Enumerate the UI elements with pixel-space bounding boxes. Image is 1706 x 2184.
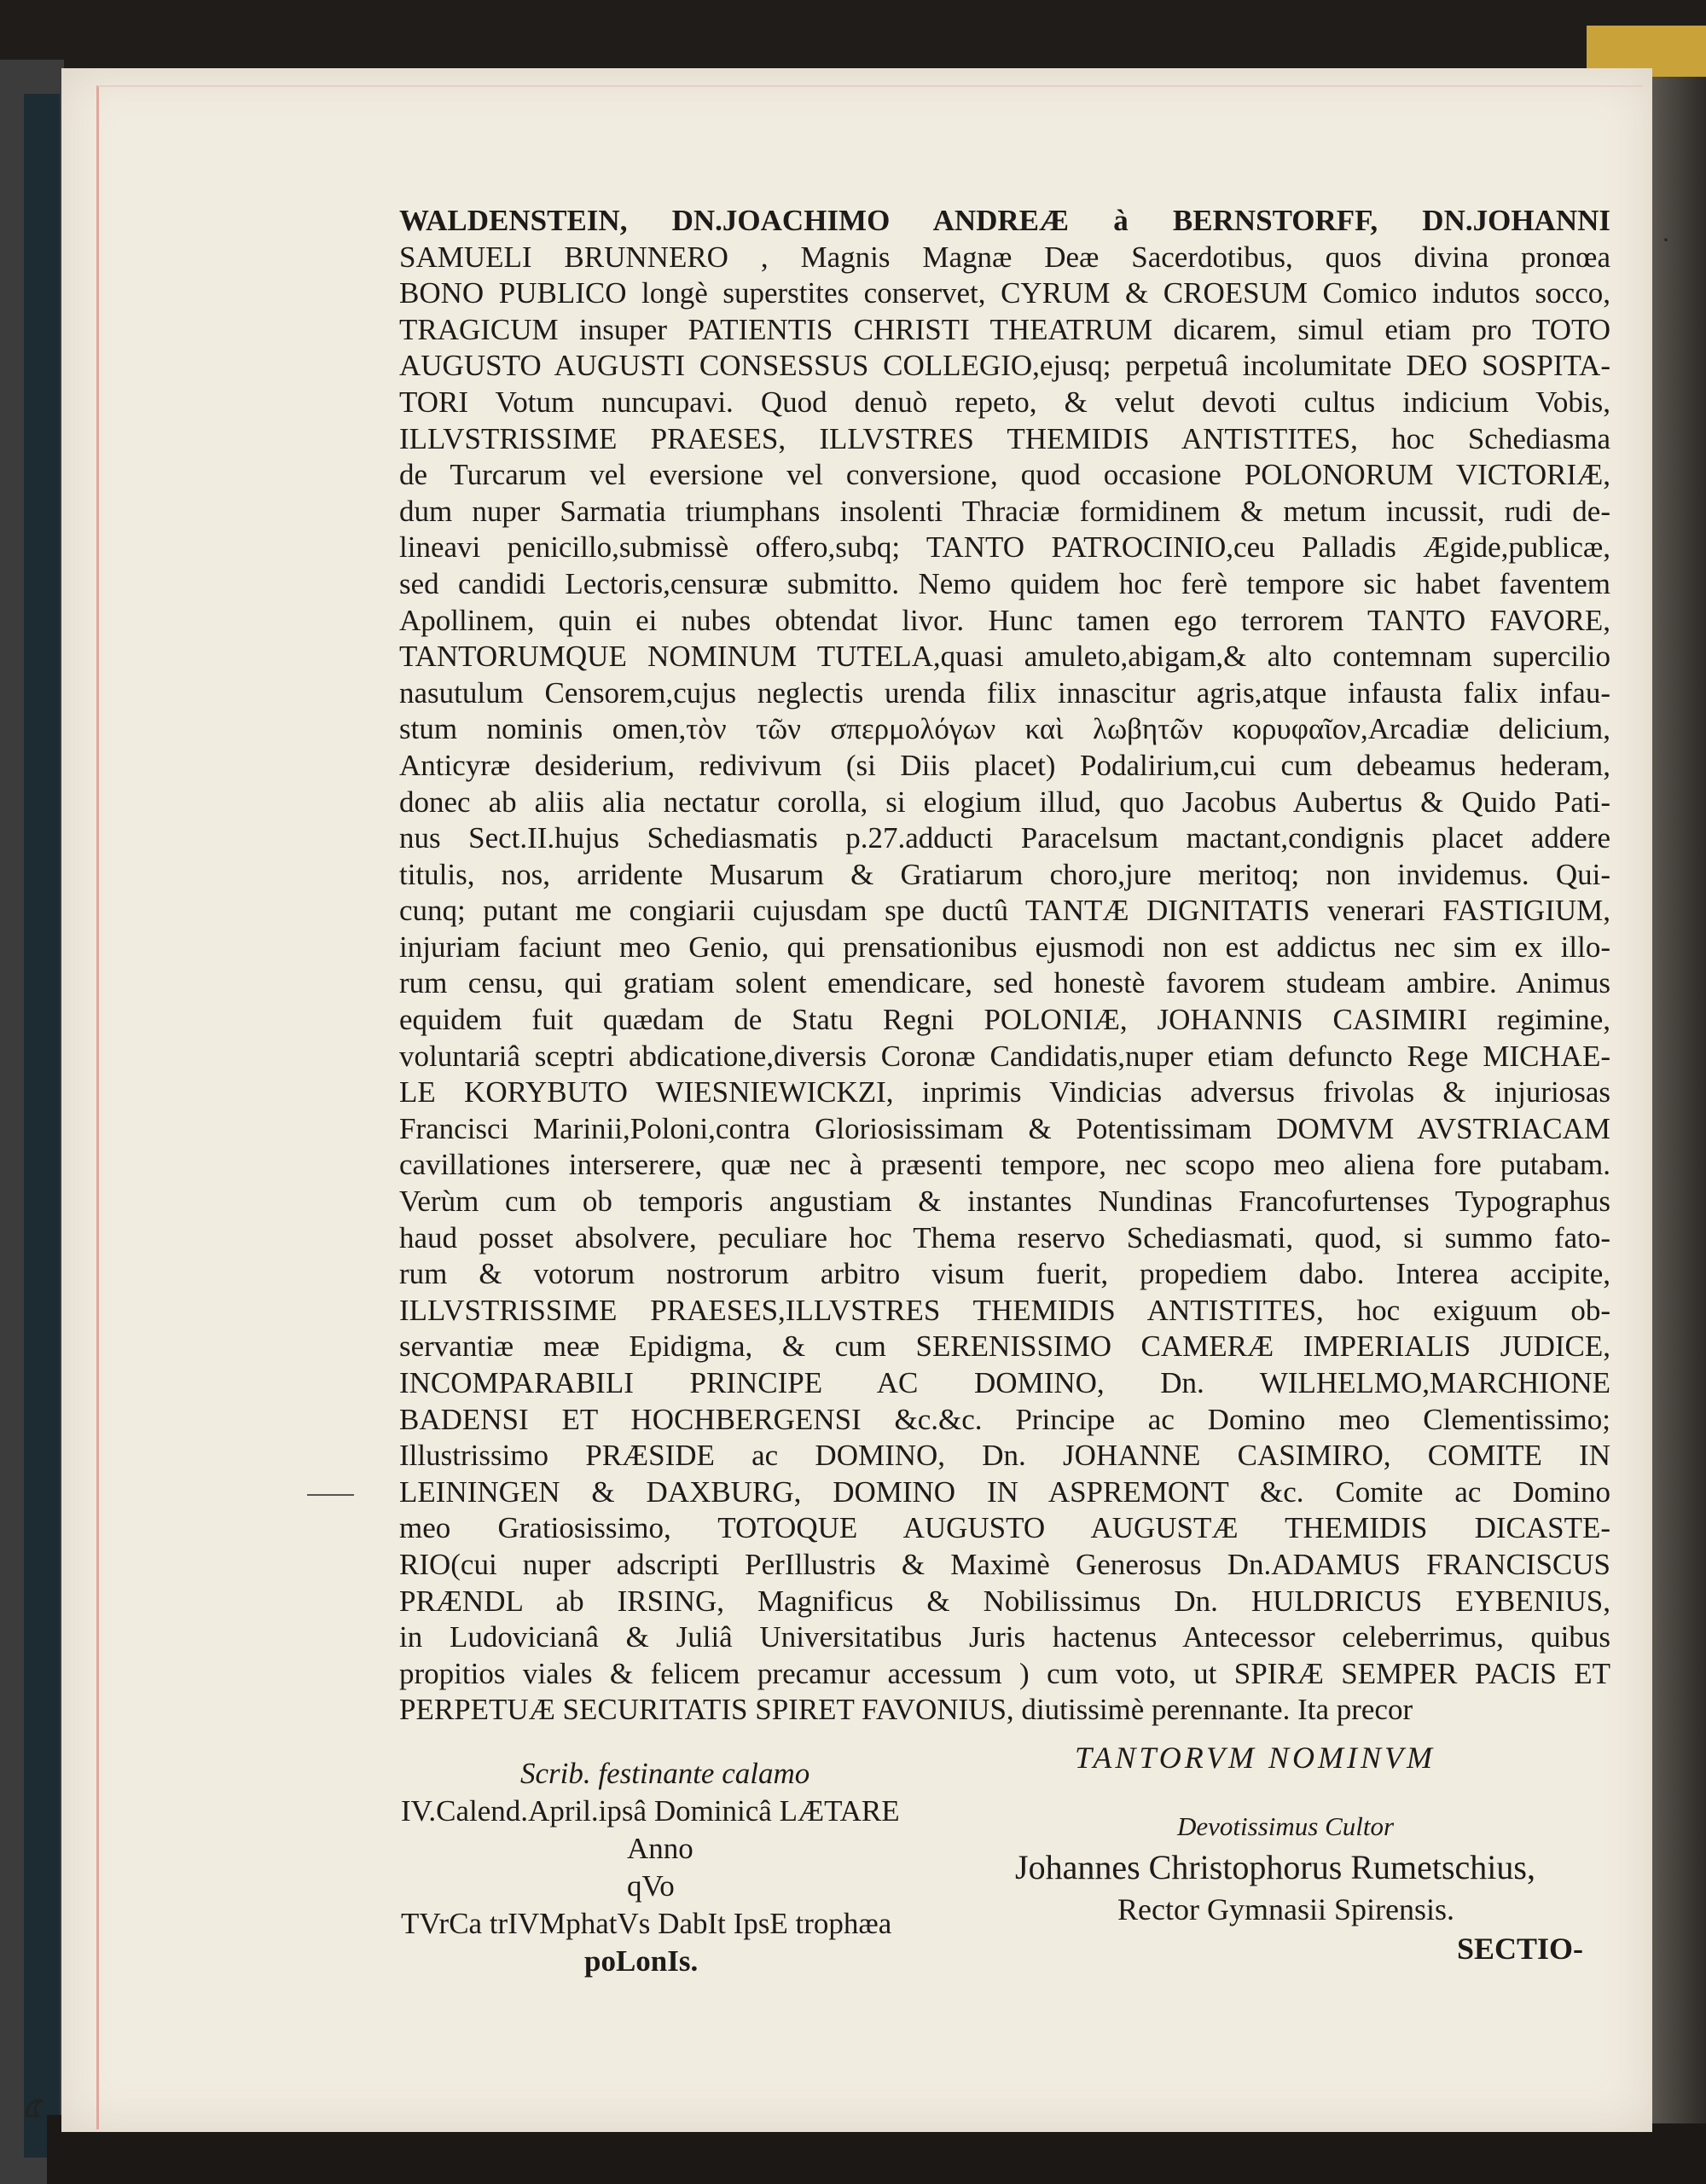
text-line: WALDENSTEIN, DN.JOACHIMO ANDREÆ à BERNSTORFF, DN.JOHANNI xyxy=(399,204,1610,237)
text-line: propitios viales & felicem precamur accessum ) cum voto, ut SPIRÆ SEMPER PACIS ET xyxy=(399,1656,1610,1690)
text-line: nus Sect.II.hujus Schediasmatis p.27.adducti Paracelsum mactant,condignis placet addere xyxy=(399,821,1610,855)
text-line: BADENSI ET HOCHBERGENSI &c.&c. Principe ac Domino meo Clementissimo; xyxy=(399,1402,1610,1436)
left-cover-edge xyxy=(24,94,60,2158)
text-line: Illustrissimo PRÆSIDE ac DOMINO, Dn. JOHANNE CASIMIRO, COMITE IN xyxy=(399,1439,1610,1473)
text-line: lineavi penicillo,submissè offero,subq; TANTO PATROCINIO,ceu Palladis Ægide,publicæ, xyxy=(399,530,1610,565)
text-line: meo Gratiosissimo, TOTOQUE AUGUSTO AUGUSTÆ THEMIDIS DICASTE- xyxy=(399,1511,1610,1545)
text-line: ILLVSTRISSIME PRAESES,ILLVSTRES THEMIDIS ANTISTITES, hoc exiguum ob- xyxy=(399,1293,1610,1327)
text-line: nasutulum Censorem,cujus neglectis urenda filix innascitur agris,atque infausta falix infau- xyxy=(399,675,1610,710)
text-line: LEININGEN & DAXBURG, DOMINO IN ASPREMONT &c. Comite ac Domino xyxy=(399,1474,1610,1509)
text-line: cunq; putant me congiarii cujusdam spe ductû TANTÆ DIGNITATIS venerari FASTIGIUM, xyxy=(399,894,1610,928)
text-line: INCOMPARABILI PRINCIPE AC DOMINO, Dn. WILHELMO,MARCHIONE xyxy=(399,1366,1610,1399)
text-line: stum nominis omen,τὸν τῶν σπερμολόγων καὶ λωβητῶν κορυφαῖον,Arcadiæ delicium, xyxy=(399,712,1610,746)
date-block xyxy=(401,1757,998,1982)
text-line: TANTORUMQUE NOMINUM TUTELA,quasi amuleto,abigam,& alto contemnam supercilio xyxy=(399,640,1610,674)
date-line: qVo xyxy=(627,1869,675,1903)
text-line: in Ludovicianâ & Juliâ Universitatibus Juris hactenus Antecessor celeberrimus, quibus xyxy=(399,1620,1610,1654)
text-line: Anticyræ desiderium, redivivum (si Diis placet) Podalirium,cui cum debeamus hederam, xyxy=(399,748,1610,782)
text-line: rum censu, qui gratiam solent emendicare, sed honestè favorem studeam ambire. Animus xyxy=(399,966,1610,1000)
text-line: rum & votorum nostrorum arbitro visum fuerit, propediem dabo. Interea accipite, xyxy=(399,1257,1610,1291)
text-line: Apollinem, quin ei nubes obtendat livor. Hunc tamen ego terrorem TANTO FAVORE, xyxy=(399,603,1610,637)
corner-scribble-icon xyxy=(24,2094,48,2119)
text-line: cavillationes interserere, quæ nec à præsenti tempore, nec scopo meo aliena fore putabam. xyxy=(399,1148,1610,1182)
signer-role: Devotissimus Cultor xyxy=(1177,1811,1395,1841)
right-book-edge xyxy=(1646,77,1706,2123)
text-line: TRAGICUM insuper PATIENTIS CHRISTI THEATRUM dicarem, simul etiam pro TOTO xyxy=(399,312,1610,346)
text-line: AUGUSTO AUGUSTI CONSESSUS COLLEGIO,ejusq; perpetuâ incolumitate DEO SOSPITA- xyxy=(399,349,1610,383)
body-text xyxy=(399,203,1610,1729)
text-line: dum nuper Sarmatia triumphans insolenti Thraciæ formidinem & metum incussit, rudi de- xyxy=(399,494,1610,528)
text-line: donec ab aliis alia nectatur corolla, si elogium illud, quo Jacobus Aubertus & Quido Pati- xyxy=(399,785,1610,819)
date-line: Scrib. festinante calamo xyxy=(520,1757,810,1790)
text-line: injuriam faciunt meo Genio, qui prensationibus ejusmodi non est addictus nec sim ex illo- xyxy=(399,930,1610,964)
chronogram-line: poLonIs. xyxy=(584,1944,699,1978)
text-line: servantiæ meæ Epidigma, & cum SERENISSIMO CAMERÆ IMPERIALIS JUDICE, xyxy=(399,1330,1610,1364)
text-line: TORI Votum nuncupavi. Quod denuò repeto, & velut devoti cultus indicium Vobis, xyxy=(399,385,1610,419)
book-board-top xyxy=(0,0,1706,72)
text-line: RIO(cui nuper adscripti PerIllustris & Maximè Generosus Dn.ADAMUS FRANCISCUS xyxy=(399,1547,1610,1581)
margin-line xyxy=(307,1494,354,1496)
margin-dot: · xyxy=(1662,226,1670,254)
signature-block xyxy=(989,1740,1638,1967)
text-line: haud posset absolvere, peculiare hoc Thema reservo Schediasmati, quod, si summo fato- xyxy=(399,1220,1610,1254)
text-line: ILLVSTRISSIME PRAESES, ILLVSTRES THEMIDIS ANTISTITES, hoc Schediasma xyxy=(399,421,1610,455)
signer-name: Johannes Christophorus Rumetschius, xyxy=(1015,1848,1535,1886)
text-line: voluntariâ sceptri abdicatione,diversis Coronæ Candidatis,nuper etiam defuncto Rege MICHAE- xyxy=(399,1039,1610,1073)
chronogram-line: TVrCa trIVMphatVs DabIt IpsE trophæa xyxy=(401,1907,892,1940)
text-line: SAMUELI BRUNNERO , Magnis Magnæ Deæ Sacerdotibus, quos divina pronœa xyxy=(399,240,1610,274)
date-line: Anno xyxy=(627,1832,693,1865)
salutation: TANTORVM NOMINVM xyxy=(1075,1741,1436,1775)
text-line: PRÆNDL ab IRSING, Magnificus & Nobilissimus Dn. HULDRICUS EYBENIUS, xyxy=(399,1584,1610,1618)
text-line: equidem fuit quædam de Statu Regni POLONIÆ, JOHANNIS CASIMIRI regimine, xyxy=(399,1003,1610,1037)
text-line: Francisci Marinii,Poloni,contra Gloriosissimam & Potentissimam DOMVM AVSTRIACAM xyxy=(399,1111,1610,1145)
text-line: LE KORYBUTO WIESNIEWICKZI, inprimis Vindicias adversus frivolas & injuriosas xyxy=(399,1075,1610,1109)
date-line: IV.Calend.April.ipsâ Dominicâ LÆTARE xyxy=(401,1794,900,1828)
text-line: PERPETUÆ SECURITATIS SPIRET FAVONIUS, diutissimè perennante. Ita precor xyxy=(399,1693,1413,1727)
signer-title: Rector Gymnasii Spirensis. xyxy=(1117,1892,1454,1926)
text-line: sed candidi Lectoris,censuræ submitto. Nemo quidem hoc ferè tempore sic habet faventem xyxy=(399,566,1610,600)
catchword: SECTIO- xyxy=(1457,1932,1584,1966)
text-line: titulis, nos, arridente Musarum & Gratiarum choro,jure meritoq; non invidemus. Qui- xyxy=(399,857,1610,891)
text-line: BONO PUBLICO longè superstites conservet, CYRUM & CROESUM Comico indutos socco, xyxy=(399,276,1610,310)
text-line: de Turcarum vel eversione vel conversione, quod occasione POLONORUM VICTORIÆ, xyxy=(399,458,1610,492)
text-line: Verùm cum ob temporis angustiam & instantes Nundinas Francofurtenses Typographus xyxy=(399,1185,1610,1219)
